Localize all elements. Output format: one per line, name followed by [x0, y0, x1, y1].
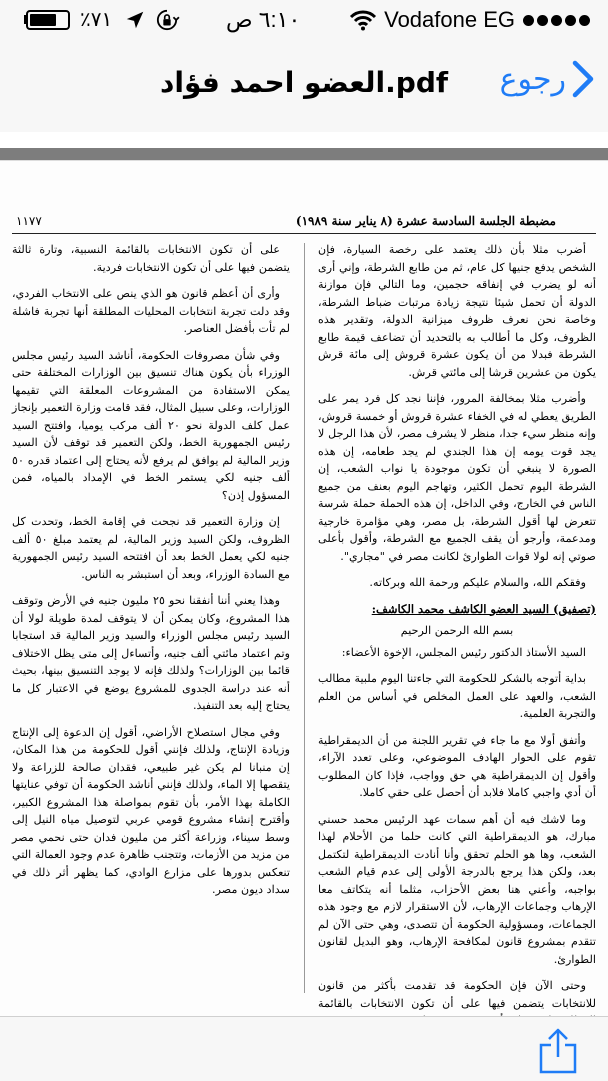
bottom-toolbar [0, 1016, 608, 1081]
right-text-column [318, 241, 596, 1010]
document-paragraph: وأضرب مثلا بمخالفة المرور، فإننا نجد كل فرد يمر على الطريق يعطي له في الخفاء عشرة قروش أو خمسة قروش، وإنه منظر سيء جدا، منظر لا يشرف مصر، لأن هذا الرجل لا يجد قوت يومه إن هذا الجندي لم يجد طعامه، إن هذه الصورة لا ينبغي أن تكون موجودة يا نواب الشعب، إن الشرطة اليوم تحمل الكثير، وتهاجم اليوم بعنف من جميع الناس في الخارج، وفي الداخل، إن هذه الحملة حملة شرسة تتعرض لها أقول الشرطة، بل مصر، وهي مؤامرة خارجية ومدعمة، وأرجو أن يقف الجميع مع الشرطة، وأقول بأعلى صوتي إنه لولا قوات الطوارئ لكانت مصر في "مجاري". [318, 392, 596, 563]
document-paragraph: وفي مجال استصلاح الأراضي، أقول إن الدعوة إلى الإنتاج وزيادة الإنتاج، ولذلك فإنني أقول للحكومة من هذا المكان، إن منبانا لم يكن غير طبيعي، فقدان صالحة للزراعة ولا يتقصها إلا الماء، ولذلك فإنني أناشد الحكومة أن توفي عنايتها الكاملة بهذا الأمر، بأن تقوم بمواصلة هذا المشروع الكبير، وأقترح إنشاء مشروع قومي عربي لتوصيل مياه النيل إلى وسط سيناء، وزراعة أكثر من مليون فدان حتى نحمي مصر من مزيد من الأزمات، وتتجنب ظاهرة عدم وجود العمالة التي تنعكس بدورها على مزارع الوادي، كما يظهر أثر ذلك في سداد ديون مصر. [12, 725, 290, 896]
document-paragraph: وحتى الآن فإن الحكومة قد تقدمت بأكثر من قانون للانتخابات يتضمن فيها على أن تكون الانتخابات بالقائمة [318, 979, 596, 1010]
signal-strength-icon [523, 15, 590, 26]
back-button[interactable] [500, 60, 594, 98]
signal-dot [537, 15, 548, 26]
share-icon[interactable] [536, 1027, 580, 1075]
pdf-viewer[interactable] [0, 160, 608, 1017]
rotation-lock-icon [156, 9, 178, 31]
back-button-label: رجوع [499, 61, 566, 97]
document-paragraph: وما لاشك فيه أن أهم سمات عهد الرئيس محمد حسني مبارك، هو الديمقراطية التي كانت حلما من الأحلام لهذا الشعب، وها هو الحلم تحقق وأنا أنادت الديمقراطية لتكتمل بعد، ولكن هذا يرجع بالدرجة الأولى إلى عدم قيام الشعب بواجبه، وأعني هنا بعض الأحزاب، مثلما أنه يتكاتف معا الإرهاب وجماعات الإرهاب، لأن الاستقرار لازم مع وجود هذه الجماعات، ومسؤولية الحكومة أن تتصدى، وهي حتى الآن لم تتقدم بمشروع قانون لمكافحة الإرهاب، وهو البديل لقانون الطوارئ. [318, 812, 596, 966]
scanned-page [12, 211, 596, 1010]
carrier-name: Vodafone EG [384, 7, 515, 32]
basmala-line: بسم الله الرحمن الرحيم [400, 624, 514, 637]
status-bar [0, 0, 608, 40]
document-title: العضو احمد فؤاد.pdf [160, 66, 449, 99]
document-paragraph: أضرب مثلا بأن ذلك يعتمد على رخصة السيارة، فإن الشخص يدفع جنيها كل عام، ثم من طابع الشرطة، وإني أرى أنه لو يضرب في إنفاقه حجمين، وما التالي فإن موازنة الدولة أن تحمل شيئا نتيجة زيادة مرتبات ضباط الشرطة، وخاصة نحن نعرف ظروف ميزانية الدولة، وتقدير هذه الظروف، وكل ما أطالب به بالتحديد أن تضاعف قيمة طابع الشرطة فبدلا من أن يكون عشرة قروش إلى مائة قرش يكون من عشرين قرشا إلى مائتي قرش. [318, 243, 596, 379]
status-time: ٦:١٠ ص [226, 7, 301, 32]
battery-icon [26, 10, 70, 30]
page-number: ١١٧٧ [16, 214, 42, 228]
battery-fill [30, 14, 56, 26]
signal-dot [551, 15, 562, 26]
document-paragraph: وأتفق أولا مع ما جاء في تقرير اللجنة من أن الديمقراطية تقوم على الحوار الهادف الموضوعي، وعلى تعدد الآراء، وأقول إن الديمقراطية هي حق وواجب، فإذا كان المطلوب أن أدي واجبي كاملا فلابد أن أحصل على حقي كاملا. [318, 733, 596, 799]
battery-percentage: ٪٧١ [80, 9, 113, 31]
document-paragraph: وفي شأن مصروفات الحكومة، أناشد السيد رئيس مجلس الوزراء بأن يكون هناك تنسيق بين الوزارات المختلفة حتى يمكن الاستفادة من المشروعات المعلقة التي تقيمها الوزارات، وعلى سبيل المثال، فقد قامت وزارة التعمير بإنجاز عمل كلف الدولة نحو ٢٠ ألف مركب يوميا، وافتتح السيد رئيس الجمهورية الخط، ولكن التعمير قد توقف لأن السيد وزير المالية لم يوافق لم يرفع لأنه يحتاج إلى اعتماد قدره ٥٠ ألف جنيه لكي يستمر الخط في الإمداد بالمياه، فمن المسؤول إذن؟ [12, 348, 290, 502]
document-paragraph: إن وزارة التعمير قد نجحت في إقامة الخط، وتحدت كل الظروف، ولكن السيد وزير المالية، لم يعتمد مبلغ ٥٠ ألف جنيه لكي يعمل الخط بعد أن افتتحه السيد رئيس الجمهورية مع السادة الوزراء، وبعد أن استبشر به الناس. [12, 515, 290, 581]
document-paragraph: بداية أتوجه بالشكر للحكومة التي جاءتنا اليوم ملبية مطالب الشعب، والعهد على العمل المخلص في أساس من العلم والتجربة العلمية. [318, 672, 596, 720]
signal-dot [523, 15, 534, 26]
chevron-right-icon [572, 60, 594, 98]
running-header [12, 211, 596, 234]
navigation-bar [0, 40, 608, 132]
document-paragraph: السيد الأستاذ الدكتور رئيس المجلس، الإخوة الأعضاء: [341, 645, 586, 659]
running-head-title: مضبطة الجلسة السادسة عشرة (٨ يناير سنة ١٩٨٩) [295, 214, 556, 228]
document-paragraph: وفقكم الله، والسلام عليكم ورحمة الله وبركاته. [369, 576, 586, 589]
left-text-column [12, 241, 290, 1001]
column-divider [304, 243, 305, 993]
signal-dot [565, 15, 576, 26]
speaker-heading: (تصفيق) السيد العضو الكاشف محمد الكاشف: [371, 601, 596, 616]
document-paragraph: على أن تكون الانتخابات بالقائمة النسبية، وتارة ثالثة يتضمن فيها على أن تكون الانتخابات فردية. [12, 243, 290, 274]
wifi-icon [350, 9, 376, 31]
status-right [350, 7, 590, 33]
document-paragraph: وأرى أن أعظم قانون هو الذي ينص على الانتخاب الفردي، وقد دلت تجربة انتخابات المحليات المطلقة أنها تجربة فاشلة لم تأت بأفضل العناصر. [12, 287, 290, 335]
document-paragraph: وهذا يعني أننا أنفقنا نحو ٢٥ مليون جنيه في الأرض وتوقف هذا المشروع، وكان يمكن أن لا يتوقف لمدة طويلة لولا أن السيد رئيس مجلس الوزراء والسيد وزير المالية قد استجابا وتم اعتماد مائتي ألف جنيه، وأتساءل إلى متى يظل الاختلاف قائما بين الوزارات؟ ولذلك فإنه لا يوجد التنسيق بينها، بحيث أنه عند دراسة الجدوى للمشروع يوضع في الاعتبار كل ما يحتاج إليه بعد التنفيذ. [12, 594, 290, 712]
header-divider [0, 148, 608, 160]
signal-dot [579, 15, 590, 26]
location-arrow-icon [124, 9, 146, 31]
status-left [24, 7, 178, 32]
